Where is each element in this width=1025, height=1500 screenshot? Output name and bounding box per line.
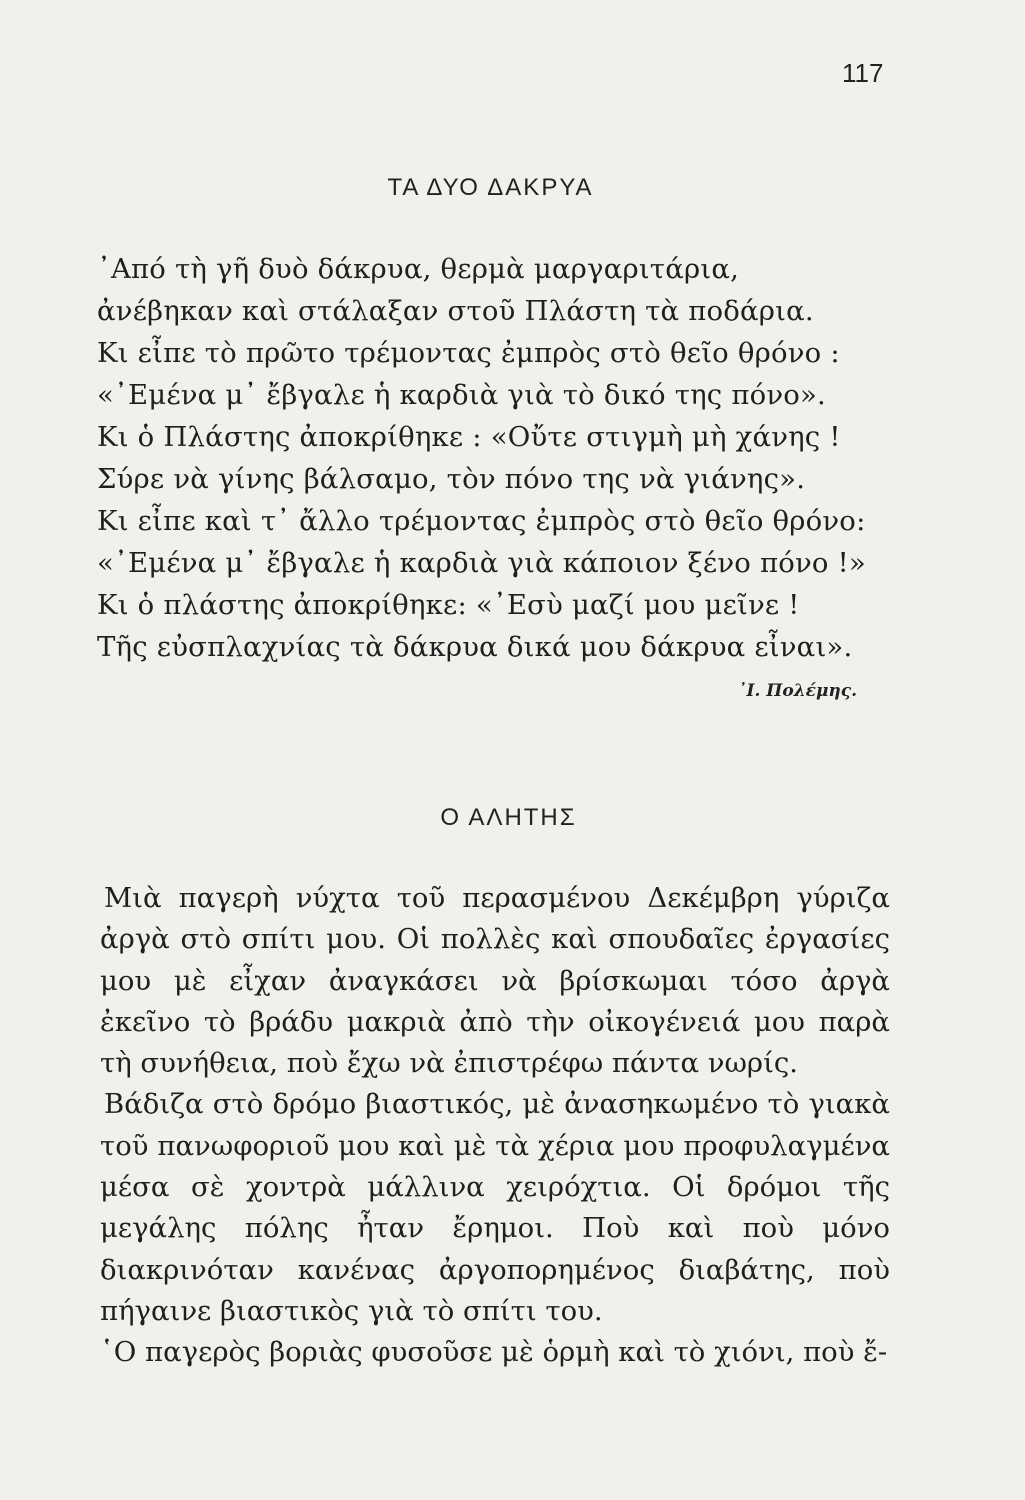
- poem-line: ἀνέβηκαν καὶ στάλαξαν στοῦ Πλάστη τὰ ποδάρια.: [97, 295, 814, 327]
- poem-line: ᾿Από τὴ γῆ δυὸ δάκρυα, θερμὰ μαργαριτάρια,: [97, 253, 740, 285]
- paragraph: Βάδιζα στὸ δρόμο βιαστικός, μὲ ἀνασηκωμένο τὸ γιακὰ τοῦ πανωφοριοῦ μου καὶ μὲ τὰ χέρια μου προφυλαγμένα μέσα σὲ χοντρὰ μάλλινα χειρόχτια. Οἱ δρόμοι τῆς μεγάλης πόλης ἦταν ἔρημοι. Ποὺ καὶ ποὺ μόνο διακρινόταν κανένας ἀργοπορημένος διαβάτης, ποὺ πήγαινε βιαστικὸς γιὰ τὸ σπίτι του.: [100, 1088, 890, 1327]
- poem-title: ΤΑ ΔΥΟ ΔΑΚΡΥΑ: [387, 174, 594, 201]
- poem-line: «᾿Εμένα μ᾿ ἔβγαλε ἡ καρδιὰ γιὰ τὸ δικό της πόνο».: [97, 379, 827, 411]
- poem: [97, 248, 897, 668]
- paragraph: ῾Ο παγερὸς βοριὰς φυσοῦσε μὲ ὁρμὴ καὶ τὸ χιόνι, ποὺ ἔ-: [100, 1336, 888, 1369]
- poem-author: ᾿Ι. Πολέμης.: [738, 681, 858, 701]
- poem-line: Σύρε νὰ γίνης βάλσαμο, τὸν πόνο της νὰ γιάνης».: [97, 463, 806, 495]
- paragraph: Μιὰ παγερὴ νύχτα τοῦ περασμένου Δεκέμβρη γύριζα ἀργὰ στὸ σπίτι μου. Οἱ πολλὲς καὶ σπουδαῖες ἐργασίες μου μὲ εἶχαν ἀναγκάσει νὰ βρίσκωμαι τόσο ἀργὰ ἐκεῖνο τὸ βράδυ μακριὰ ἀπὸ τὴν οἰκογένειά μου παρὰ τὴ συνήθεια, ποὺ ἔχω νὰ ἐπιστρέφω πάντα νωρίς.: [100, 882, 890, 1080]
- poem-line: Κι ὁ πλάστης ἀποκρίθηκε: «᾿Εσὺ μαζί μου μεῖνε !: [97, 589, 800, 621]
- poem-line: Τῆς εὐσπλαχνίας τὰ δάκρυα δικά μου δάκρυα εἶναι».: [97, 631, 853, 663]
- story-title: Ο ΑΛΗΤΗΣ: [440, 804, 577, 831]
- story-text: [100, 878, 890, 1374]
- page-number: 117: [842, 58, 884, 88]
- poem-line: Κι εἶπε καὶ τ᾿ ἄλλο τρέμοντας ἐμπρὸς στὸ θεῖο θρόνο:: [97, 505, 866, 537]
- poem-line: Κι ὁ Πλάστης ἀποκρίθηκε : «Οὔτε στιγμὴ μὴ χάνης !: [97, 421, 841, 453]
- poem-line: Κι εἶπε τὸ πρῶτο τρέμοντας ἐμπρὸς στὸ θεῖο θρόνο :: [97, 337, 840, 369]
- poem-line: «᾿Εμένα μ᾿ ἔβγαλε ἡ καρδιὰ γιὰ κάποιον ξένο πόνο !»: [97, 547, 866, 579]
